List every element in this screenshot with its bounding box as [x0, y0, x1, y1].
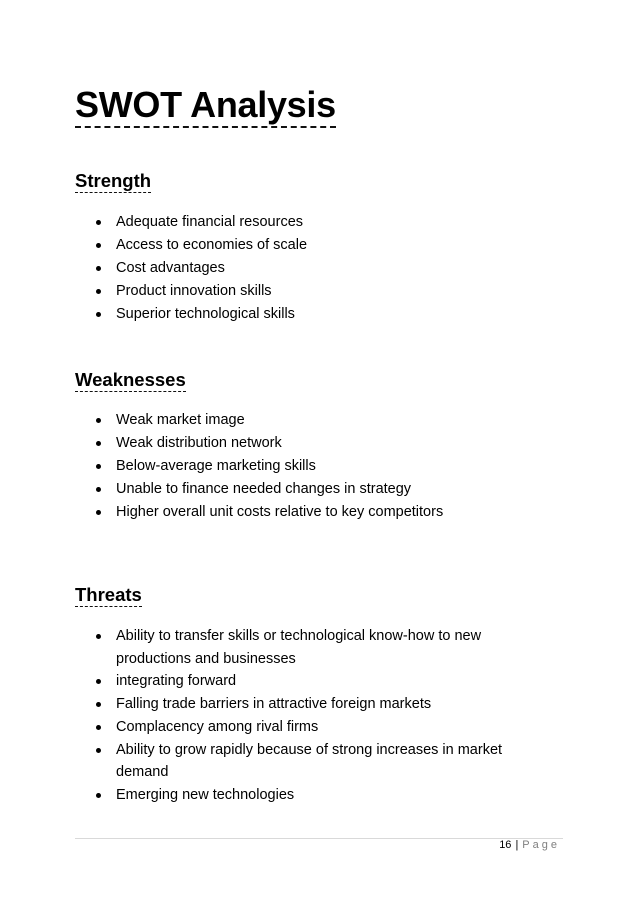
list-item: Emerging new technologies — [96, 784, 506, 807]
strength-list — [96, 211, 536, 326]
list-item: Ability to grow rapidly because of strong increases in market demand — [96, 739, 506, 784]
footer-separator: | — [515, 839, 519, 851]
list-item: Ability to transfer skills or technological know-how to new productions and businesses — [96, 625, 506, 670]
list-item: Weak market image — [96, 409, 536, 432]
list-item: Complacency among rival firms — [96, 716, 506, 739]
page-label: Page — [522, 839, 560, 851]
list-item: Below-average marketing skills — [96, 455, 536, 478]
list-item: Higher overall unit costs relative to key competitors — [96, 501, 536, 524]
section-heading-weaknesses: Weaknesses — [75, 369, 186, 390]
list-item: Superior technological skills — [96, 303, 536, 326]
list-item: Unable to finance needed changes in strategy — [96, 478, 536, 501]
list-item: Cost advantages — [96, 257, 536, 280]
footer-divider — [75, 838, 563, 839]
page-number: 16 — [499, 839, 512, 851]
list-item: Access to economies of scale — [96, 234, 536, 257]
list-item: integrating forward — [96, 670, 506, 693]
weaknesses-list — [96, 409, 536, 524]
list-item: Weak distribution network — [96, 432, 536, 455]
list-item: Falling trade barriers in attractive foreign markets — [96, 693, 506, 716]
list-item: Product innovation skills — [96, 280, 536, 303]
page-footer — [499, 838, 560, 852]
page-title: SWOT Analysis — [75, 84, 336, 128]
list-item: Adequate financial resources — [96, 211, 536, 234]
section-heading-threats: Threats — [75, 584, 142, 605]
threats-list — [96, 625, 506, 807]
section-heading-strength: Strength — [75, 170, 152, 191]
